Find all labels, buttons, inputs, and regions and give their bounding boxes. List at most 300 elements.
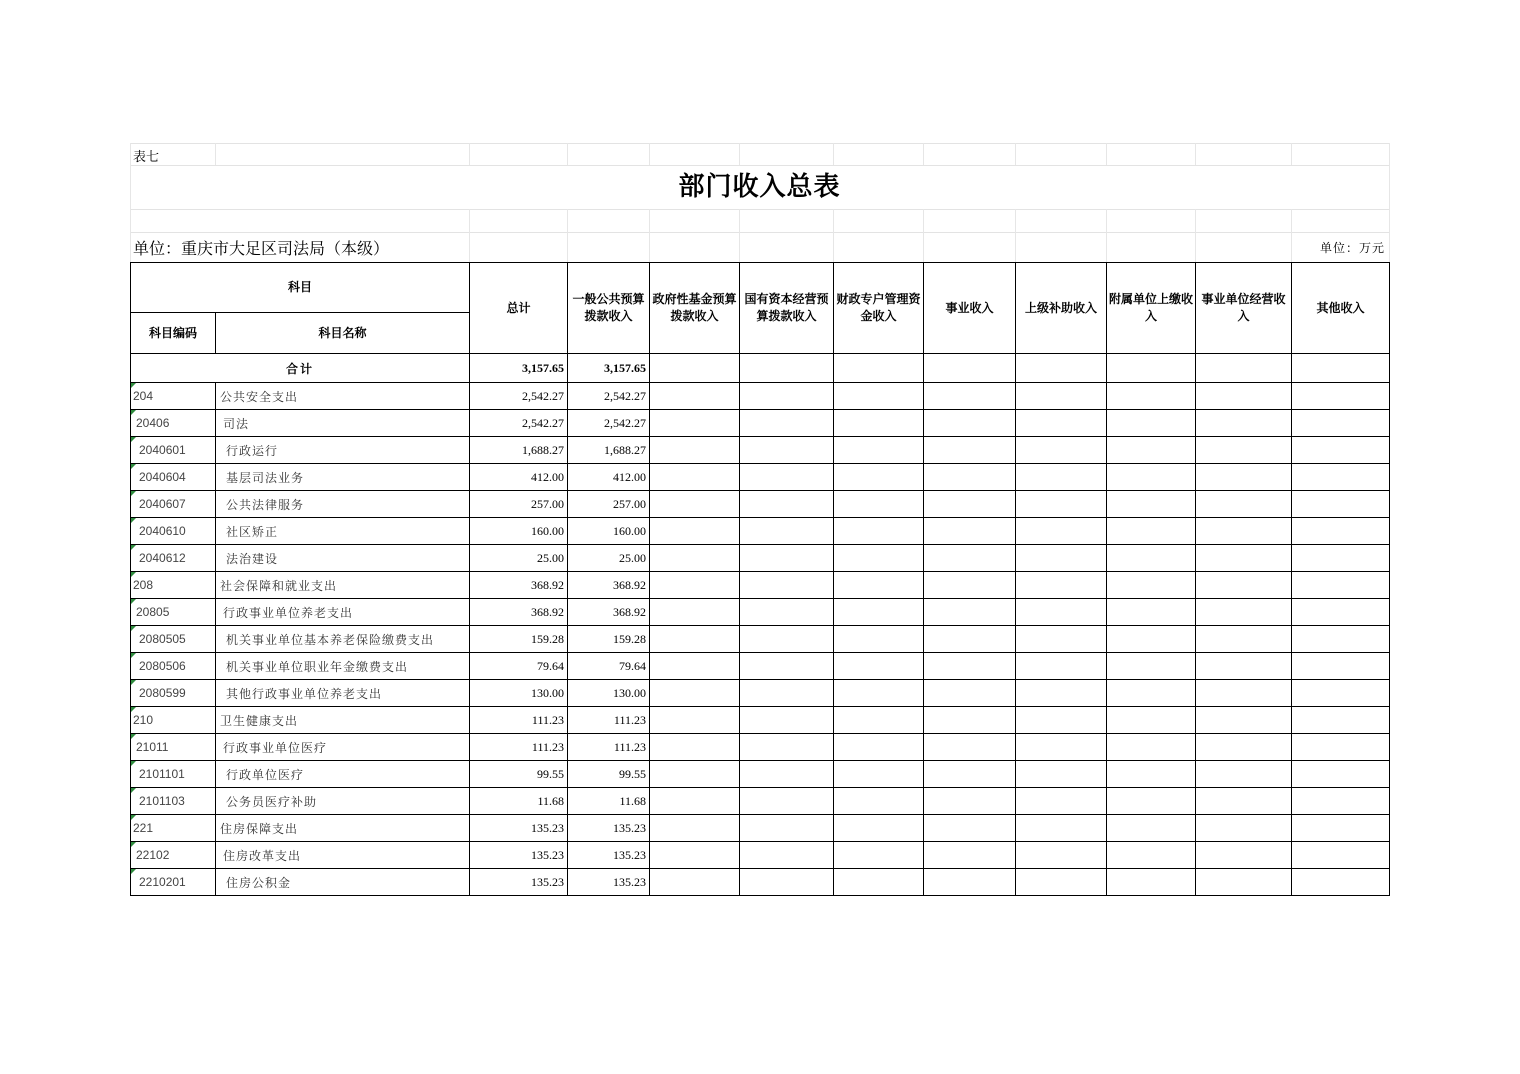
amount-cell — [1196, 626, 1292, 653]
subject-code: 2040610 — [131, 518, 216, 545]
amount-cell — [924, 437, 1016, 464]
amount-cell: 368.92 — [470, 599, 568, 626]
amount-cell: 25.00 — [568, 545, 650, 572]
subject-name: 行政单位医疗 — [216, 761, 470, 788]
amount-cell — [924, 788, 1016, 815]
amount-cell — [1292, 383, 1390, 410]
amount-cell — [1196, 437, 1292, 464]
amount-cell: 257.00 — [470, 491, 568, 518]
amount-cell — [924, 518, 1016, 545]
header-col: 附属单位上缴收入 — [1107, 263, 1196, 354]
table-row — [131, 383, 1390, 410]
gridline — [1106, 209, 1107, 262]
amount-cell — [1196, 572, 1292, 599]
total-cell — [924, 354, 1016, 383]
amount-cell — [1107, 599, 1196, 626]
amount-cell — [834, 707, 924, 734]
amount-cell — [650, 761, 740, 788]
subject-name: 其他行政事业单位养老支出 — [216, 680, 470, 707]
amount-cell: 1,688.27 — [568, 437, 650, 464]
subject-name: 机关事业单位基本养老保险缴费支出 — [216, 626, 470, 653]
table-row — [131, 788, 1390, 815]
amount-cell — [1107, 437, 1196, 464]
amount-cell — [1196, 464, 1292, 491]
amount-cell: 130.00 — [568, 680, 650, 707]
total-cell — [650, 354, 740, 383]
amount-cell — [834, 815, 924, 842]
amount-cell — [1107, 383, 1196, 410]
subject-code: 210 — [131, 707, 216, 734]
amount-cell — [924, 626, 1016, 653]
amount-cell — [924, 761, 1016, 788]
gridline — [130, 143, 1389, 144]
amount-cell — [1107, 464, 1196, 491]
amount-cell — [1196, 653, 1292, 680]
amount-cell — [740, 869, 834, 896]
amount-cell — [834, 653, 924, 680]
sheet-tag: 表七 — [133, 150, 160, 165]
income-table — [130, 262, 1390, 896]
gridline — [833, 143, 834, 165]
amount-cell: 111.23 — [568, 734, 650, 761]
subject-code: 2040607 — [131, 491, 216, 518]
amount-cell — [1292, 680, 1390, 707]
total-cell — [1016, 354, 1107, 383]
subject-name: 机关事业单位职业年金缴费支出 — [216, 653, 470, 680]
amount-cell — [740, 707, 834, 734]
header-col: 其他收入 — [1292, 263, 1390, 354]
amount-cell — [1292, 626, 1390, 653]
gridline — [469, 143, 470, 165]
gridline — [215, 143, 216, 165]
amount-cell — [650, 518, 740, 545]
amount-cell — [740, 572, 834, 599]
amount-cell — [740, 410, 834, 437]
amount-cell — [650, 464, 740, 491]
amount-cell — [1107, 707, 1196, 734]
amount-cell — [1016, 626, 1107, 653]
amount-cell: 135.23 — [568, 842, 650, 869]
gridline — [1389, 143, 1390, 262]
amount-cell — [924, 842, 1016, 869]
amount-cell — [1107, 653, 1196, 680]
amount-cell: 368.92 — [470, 572, 568, 599]
amount-cell: 111.23 — [568, 707, 650, 734]
amount-cell — [650, 680, 740, 707]
amount-cell: 99.55 — [470, 761, 568, 788]
amount-cell — [834, 545, 924, 572]
subject-code: 221 — [131, 815, 216, 842]
amount-cell — [1107, 545, 1196, 572]
table-row — [131, 653, 1390, 680]
subject-code: 208 — [131, 572, 216, 599]
table-row — [131, 599, 1390, 626]
amount-cell — [650, 383, 740, 410]
total-row — [131, 354, 1390, 383]
amount-cell — [834, 572, 924, 599]
amount-cell — [1196, 545, 1292, 572]
amount-cell — [650, 599, 740, 626]
amount-cell — [740, 680, 834, 707]
gridline — [1195, 209, 1196, 262]
subject-code: 2101101 — [131, 761, 216, 788]
amount-cell — [1196, 869, 1292, 896]
amount-cell: 11.68 — [470, 788, 568, 815]
amount-cell — [650, 707, 740, 734]
subject-name: 行政事业单位养老支出 — [216, 599, 470, 626]
amount-cell: 135.23 — [568, 815, 650, 842]
header-col: 事业收入 — [924, 263, 1016, 354]
amount-cell — [1292, 437, 1390, 464]
header-col: 上级补助收入 — [1016, 263, 1107, 354]
amount-cell — [1107, 734, 1196, 761]
total-cell: 3,157.65 — [568, 354, 650, 383]
table-row — [131, 410, 1390, 437]
header-subject-group: 科目 — [131, 263, 470, 313]
amount-cell — [1107, 815, 1196, 842]
amount-cell — [1016, 842, 1107, 869]
amount-cell — [1196, 707, 1292, 734]
gridline — [1106, 143, 1107, 165]
unit-currency: 单位：万元 — [1319, 241, 1385, 255]
subject-name: 公共法律服务 — [216, 491, 470, 518]
amount-cell — [1016, 815, 1107, 842]
subject-name: 住房公积金 — [216, 869, 470, 896]
amount-cell: 111.23 — [470, 734, 568, 761]
amount-cell: 160.00 — [470, 518, 568, 545]
header-col: 国有资本经营预算拨款收入 — [740, 263, 834, 354]
amount-cell — [740, 653, 834, 680]
gridline — [649, 209, 650, 262]
amount-cell — [834, 464, 924, 491]
amount-cell — [924, 734, 1016, 761]
amount-cell — [1292, 518, 1390, 545]
table-row — [131, 734, 1390, 761]
amount-cell — [1016, 707, 1107, 734]
amount-cell: 2,542.27 — [568, 383, 650, 410]
gridline — [923, 143, 924, 165]
amount-cell — [1196, 734, 1292, 761]
amount-cell — [834, 437, 924, 464]
amount-cell — [1016, 437, 1107, 464]
amount-cell — [1107, 410, 1196, 437]
gridline — [923, 209, 924, 262]
amount-cell — [1016, 869, 1107, 896]
amount-cell — [740, 464, 834, 491]
amount-cell — [1016, 491, 1107, 518]
amount-cell — [834, 383, 924, 410]
subject-name: 住房改革支出 — [216, 842, 470, 869]
amount-cell — [924, 815, 1016, 842]
amount-cell — [1196, 410, 1292, 437]
amount-cell — [834, 842, 924, 869]
amount-cell — [740, 545, 834, 572]
amount-cell — [1107, 626, 1196, 653]
amount-cell — [740, 761, 834, 788]
amount-cell — [650, 572, 740, 599]
amount-cell — [740, 491, 834, 518]
amount-cell: 160.00 — [568, 518, 650, 545]
amount-cell — [740, 788, 834, 815]
amount-cell — [1292, 572, 1390, 599]
amount-cell — [1016, 734, 1107, 761]
amount-cell: 11.68 — [568, 788, 650, 815]
amount-cell — [740, 734, 834, 761]
amount-cell — [834, 761, 924, 788]
subject-code: 22102 — [131, 842, 216, 869]
amount-cell: 368.92 — [568, 599, 650, 626]
amount-cell — [924, 383, 1016, 410]
amount-cell — [1292, 788, 1390, 815]
subject-name: 社会保障和就业支出 — [216, 572, 470, 599]
total-cell — [740, 354, 834, 383]
amount-cell — [650, 437, 740, 464]
amount-cell — [834, 626, 924, 653]
table-row — [131, 626, 1390, 653]
amount-cell — [1292, 707, 1390, 734]
amount-cell — [740, 518, 834, 545]
amount-cell — [1196, 815, 1292, 842]
amount-cell — [1107, 761, 1196, 788]
subject-name: 行政事业单位医疗 — [216, 734, 470, 761]
amount-cell — [650, 410, 740, 437]
table-row — [131, 842, 1390, 869]
amount-cell: 1,688.27 — [470, 437, 568, 464]
amount-cell: 412.00 — [470, 464, 568, 491]
amount-cell — [834, 599, 924, 626]
amount-cell: 257.00 — [568, 491, 650, 518]
total-cell — [1196, 354, 1292, 383]
table-row — [131, 518, 1390, 545]
amount-cell — [1107, 869, 1196, 896]
amount-cell: 99.55 — [568, 761, 650, 788]
amount-cell — [1196, 383, 1292, 410]
amount-cell — [740, 815, 834, 842]
gridline — [130, 232, 1389, 233]
amount-cell — [924, 464, 1016, 491]
amount-cell: 159.28 — [568, 626, 650, 653]
amount-cell — [1196, 518, 1292, 545]
amount-cell — [1016, 572, 1107, 599]
gridline — [1015, 143, 1016, 165]
amount-cell — [740, 437, 834, 464]
amount-cell: 135.23 — [470, 815, 568, 842]
subject-name: 公共安全支出 — [216, 383, 470, 410]
total-cell: 3,157.65 — [470, 354, 568, 383]
amount-cell — [650, 545, 740, 572]
amount-cell — [1196, 680, 1292, 707]
subject-code: 2210201 — [131, 869, 216, 896]
subject-name: 基层司法业务 — [216, 464, 470, 491]
amount-cell — [1292, 491, 1390, 518]
gridline — [739, 209, 740, 262]
amount-cell — [1016, 599, 1107, 626]
table-row — [131, 491, 1390, 518]
amount-cell — [1292, 815, 1390, 842]
gridline — [833, 209, 834, 262]
amount-cell — [650, 788, 740, 815]
subject-name: 行政运行 — [216, 437, 470, 464]
subject-code: 2080506 — [131, 653, 216, 680]
amount-cell — [924, 599, 1016, 626]
table-row — [131, 572, 1390, 599]
amount-cell — [1196, 761, 1292, 788]
amount-cell — [650, 869, 740, 896]
amount-cell: 135.23 — [470, 869, 568, 896]
table-row — [131, 464, 1390, 491]
amount-cell — [1196, 491, 1292, 518]
amount-cell: 79.64 — [470, 653, 568, 680]
amount-cell — [924, 869, 1016, 896]
amount-cell — [834, 734, 924, 761]
amount-cell: 159.28 — [470, 626, 568, 653]
amount-cell — [740, 626, 834, 653]
gridline — [739, 143, 740, 165]
amount-cell — [924, 572, 1016, 599]
subject-code: 20406 — [131, 410, 216, 437]
subject-name: 公务员医疗补助 — [216, 788, 470, 815]
amount-cell: 130.00 — [470, 680, 568, 707]
amount-cell — [1107, 491, 1196, 518]
amount-cell — [1292, 761, 1390, 788]
header-col: 总计 — [470, 263, 568, 354]
amount-cell — [1016, 518, 1107, 545]
amount-cell — [1016, 464, 1107, 491]
table-row — [131, 869, 1390, 896]
amount-cell — [1107, 518, 1196, 545]
amount-cell — [1107, 572, 1196, 599]
amount-cell — [740, 383, 834, 410]
amount-cell — [1016, 545, 1107, 572]
header-col: 事业单位经营收入 — [1196, 263, 1292, 354]
subject-code: 2040612 — [131, 545, 216, 572]
amount-cell — [1292, 545, 1390, 572]
amount-cell — [1292, 653, 1390, 680]
amount-cell: 412.00 — [568, 464, 650, 491]
subject-code: 2040601 — [131, 437, 216, 464]
amount-cell — [1107, 788, 1196, 815]
amount-cell — [650, 815, 740, 842]
amount-cell — [834, 869, 924, 896]
total-cell — [1107, 354, 1196, 383]
amount-cell — [1016, 788, 1107, 815]
header-col: 政府性基金预算拨款收入 — [650, 263, 740, 354]
gridline — [1015, 209, 1016, 262]
amount-cell — [834, 518, 924, 545]
amount-cell — [650, 653, 740, 680]
amount-cell — [650, 734, 740, 761]
page-title: 部门收入总表 — [678, 172, 841, 202]
amount-cell — [1292, 842, 1390, 869]
amount-cell — [924, 680, 1016, 707]
amount-cell — [1016, 410, 1107, 437]
amount-cell — [1016, 680, 1107, 707]
table-row — [131, 680, 1390, 707]
subject-name: 住房保障支出 — [216, 815, 470, 842]
amount-cell: 135.23 — [568, 869, 650, 896]
amount-cell — [924, 707, 1016, 734]
subject-code: 2101103 — [131, 788, 216, 815]
gridline — [1195, 143, 1196, 165]
amount-cell — [1196, 842, 1292, 869]
amount-cell — [650, 626, 740, 653]
subject-name: 社区矫正 — [216, 518, 470, 545]
amount-cell: 25.00 — [470, 545, 568, 572]
amount-cell — [1292, 410, 1390, 437]
amount-cell — [834, 491, 924, 518]
amount-cell — [834, 410, 924, 437]
amount-cell — [1292, 464, 1390, 491]
total-cell — [834, 354, 924, 383]
table-row — [131, 545, 1390, 572]
total-cell — [1292, 354, 1390, 383]
gridline — [469, 209, 470, 262]
subject-code: 2080505 — [131, 626, 216, 653]
amount-cell — [924, 653, 1016, 680]
amount-cell — [924, 491, 1016, 518]
gridline — [649, 143, 650, 165]
amount-cell — [1016, 383, 1107, 410]
amount-cell — [1016, 761, 1107, 788]
table-row — [131, 815, 1390, 842]
gridline — [567, 209, 568, 262]
header-code: 科目编码 — [131, 313, 216, 354]
amount-cell: 2,542.27 — [568, 410, 650, 437]
unit-organization: 单位：重庆市大足区司法局（本级） — [133, 239, 390, 258]
subject-name: 卫生健康支出 — [216, 707, 470, 734]
amount-cell — [924, 545, 1016, 572]
header-name: 科目名称 — [216, 313, 470, 354]
amount-cell — [1292, 869, 1390, 896]
amount-cell — [740, 842, 834, 869]
amount-cell: 135.23 — [470, 842, 568, 869]
amount-cell — [924, 410, 1016, 437]
amount-cell — [740, 599, 834, 626]
amount-cell — [1196, 788, 1292, 815]
gridline — [1291, 209, 1292, 262]
amount-cell: 2,542.27 — [470, 410, 568, 437]
amount-cell: 368.92 — [568, 572, 650, 599]
table-row — [131, 761, 1390, 788]
header-col: 一般公共预算拨款收入 — [568, 263, 650, 354]
subject-name: 司法 — [216, 410, 470, 437]
amount-cell: 2,542.27 — [470, 383, 568, 410]
amount-cell: 79.64 — [568, 653, 650, 680]
amount-cell — [1292, 599, 1390, 626]
subject-code: 2080599 — [131, 680, 216, 707]
subject-name: 法治建设 — [216, 545, 470, 572]
gridline — [1291, 143, 1292, 165]
gridline — [567, 143, 568, 165]
header-col: 财政专户管理资金收入 — [834, 263, 924, 354]
table-row — [131, 437, 1390, 464]
amount-cell — [650, 842, 740, 869]
subject-code: 204 — [131, 383, 216, 410]
total-label: 合计 — [131, 354, 470, 383]
subject-code: 2040604 — [131, 464, 216, 491]
amount-cell — [834, 788, 924, 815]
amount-cell — [1196, 599, 1292, 626]
amount-cell — [834, 680, 924, 707]
subject-code: 20805 — [131, 599, 216, 626]
amount-cell — [1016, 653, 1107, 680]
amount-cell — [1107, 842, 1196, 869]
amount-cell: 111.23 — [470, 707, 568, 734]
amount-cell — [1292, 734, 1390, 761]
table-row — [131, 707, 1390, 734]
subject-code: 21011 — [131, 734, 216, 761]
gridline — [130, 209, 1389, 210]
